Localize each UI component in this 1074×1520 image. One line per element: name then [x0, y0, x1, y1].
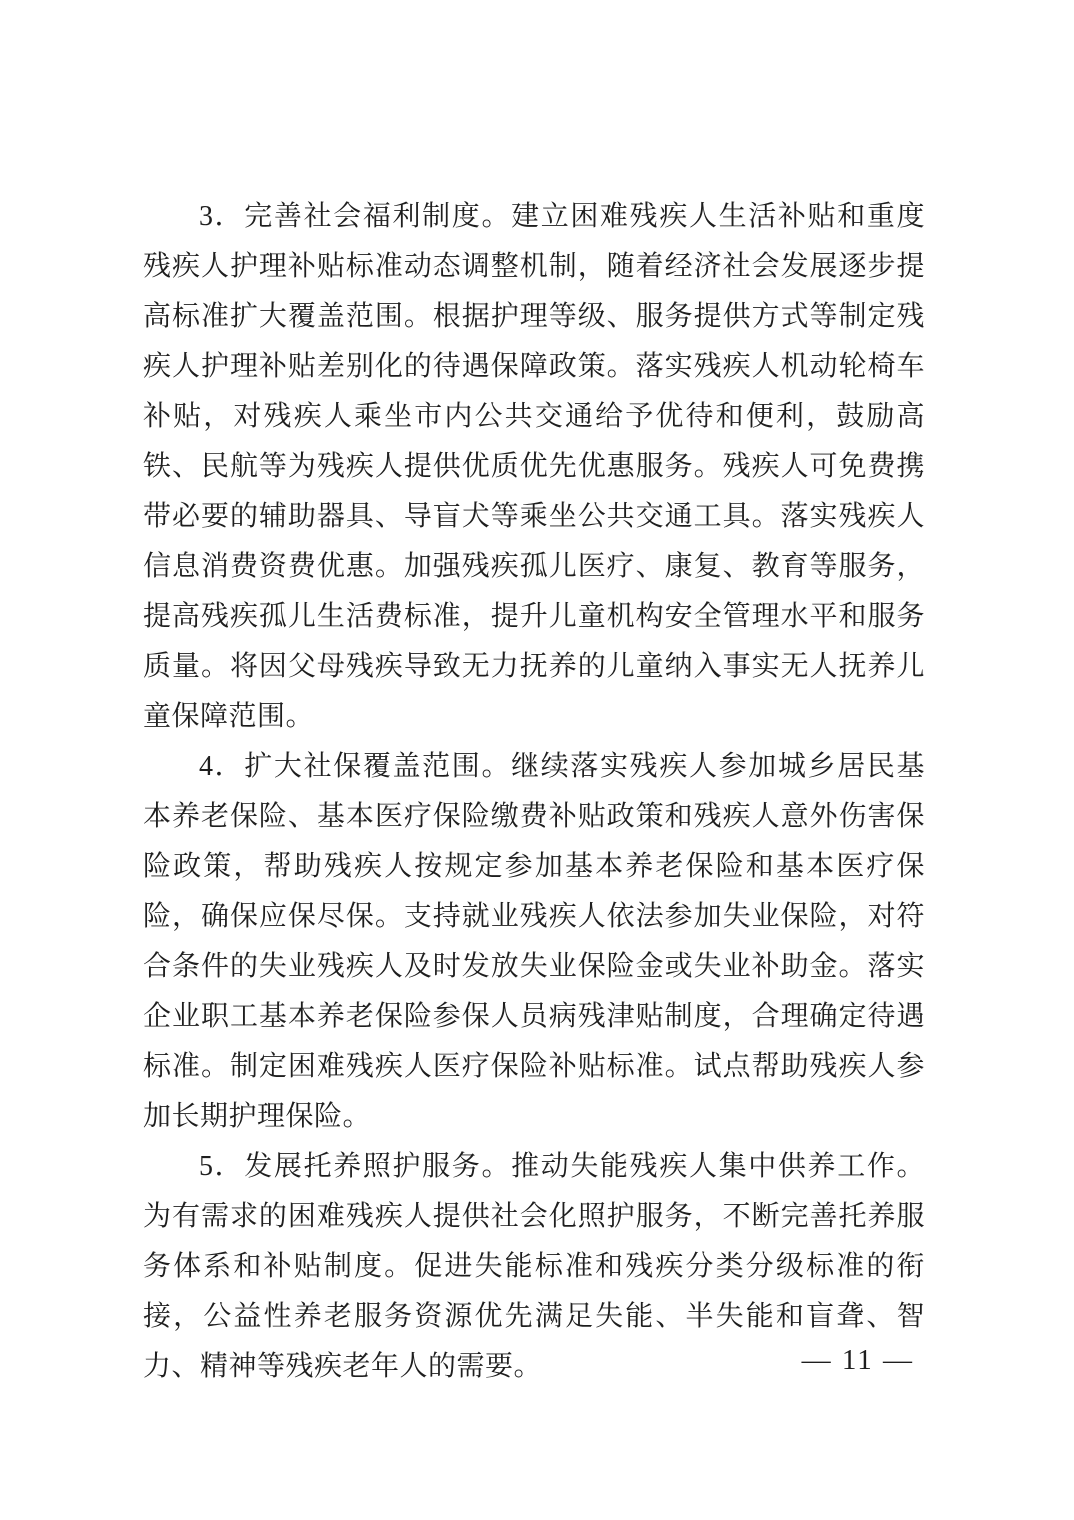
document-text-block — [143, 192, 925, 1392]
paragraph-item-3: 3．完善社会福利制度。建立困难残疾人生活补贴和重度残疾人护理补贴标准动态调整机制，随着经济社会发展逐步提高标准扩大覆盖范围。根据护理等级、服务提供方式等制定残疾人护理补贴差别化的待遇保障政策。落实残疾人机动轮椅车补贴，对残疾人乘坐市内公共交通给予优待和便利，鼓励高铁、民航等为残疾人提供优质优先优惠服务。残疾人可免费携带必要的辅助器具、导盲犬等乘坐公共交通工具。落实残疾人信息消费资费优惠。加强残疾孤儿医疗、康复、教育等服务，提高残疾孤儿生活费标准，提升儿童机构安全管理水平和服务质量。将因父母残疾导致无力抚养的儿童纳入事实无人抚养儿童保障范围。 — [143, 201, 925, 732]
paragraph-item-4: 4．扩大社保覆盖范围。继续落实残疾人参加城乡居民基本养老保险、基本医疗保险缴费补贴政策和残疾人意外伤害保险政策，帮助残疾人按规定参加基本养老保险和基本医疗保险，确保应保尽保。支持就业残疾人依法参加失业保险，对符合条件的失业残疾人及时发放失业保险金或失业补助金。落实企业职工基本养老保险参保人员病残津贴制度，合理确定待遇标准。制定困难残疾人医疗保险补贴标准。试点帮助残疾人参加长期护理保险。 — [143, 751, 925, 1132]
paragraph-item-5: 5．发展托养照护服务。推动失能残疾人集中供养工作。为有需求的困难残疾人提供社会化照护服务，不断完善托养服务体系和补贴制度。促进失能标准和残疾分类分级标准的衔接，公益性养老服务资源优先满足失能、半失能和盲聋、智力、精神等残疾老年人的需要。 — [143, 1151, 925, 1382]
page-number: — 11 — — [801, 1344, 914, 1376]
